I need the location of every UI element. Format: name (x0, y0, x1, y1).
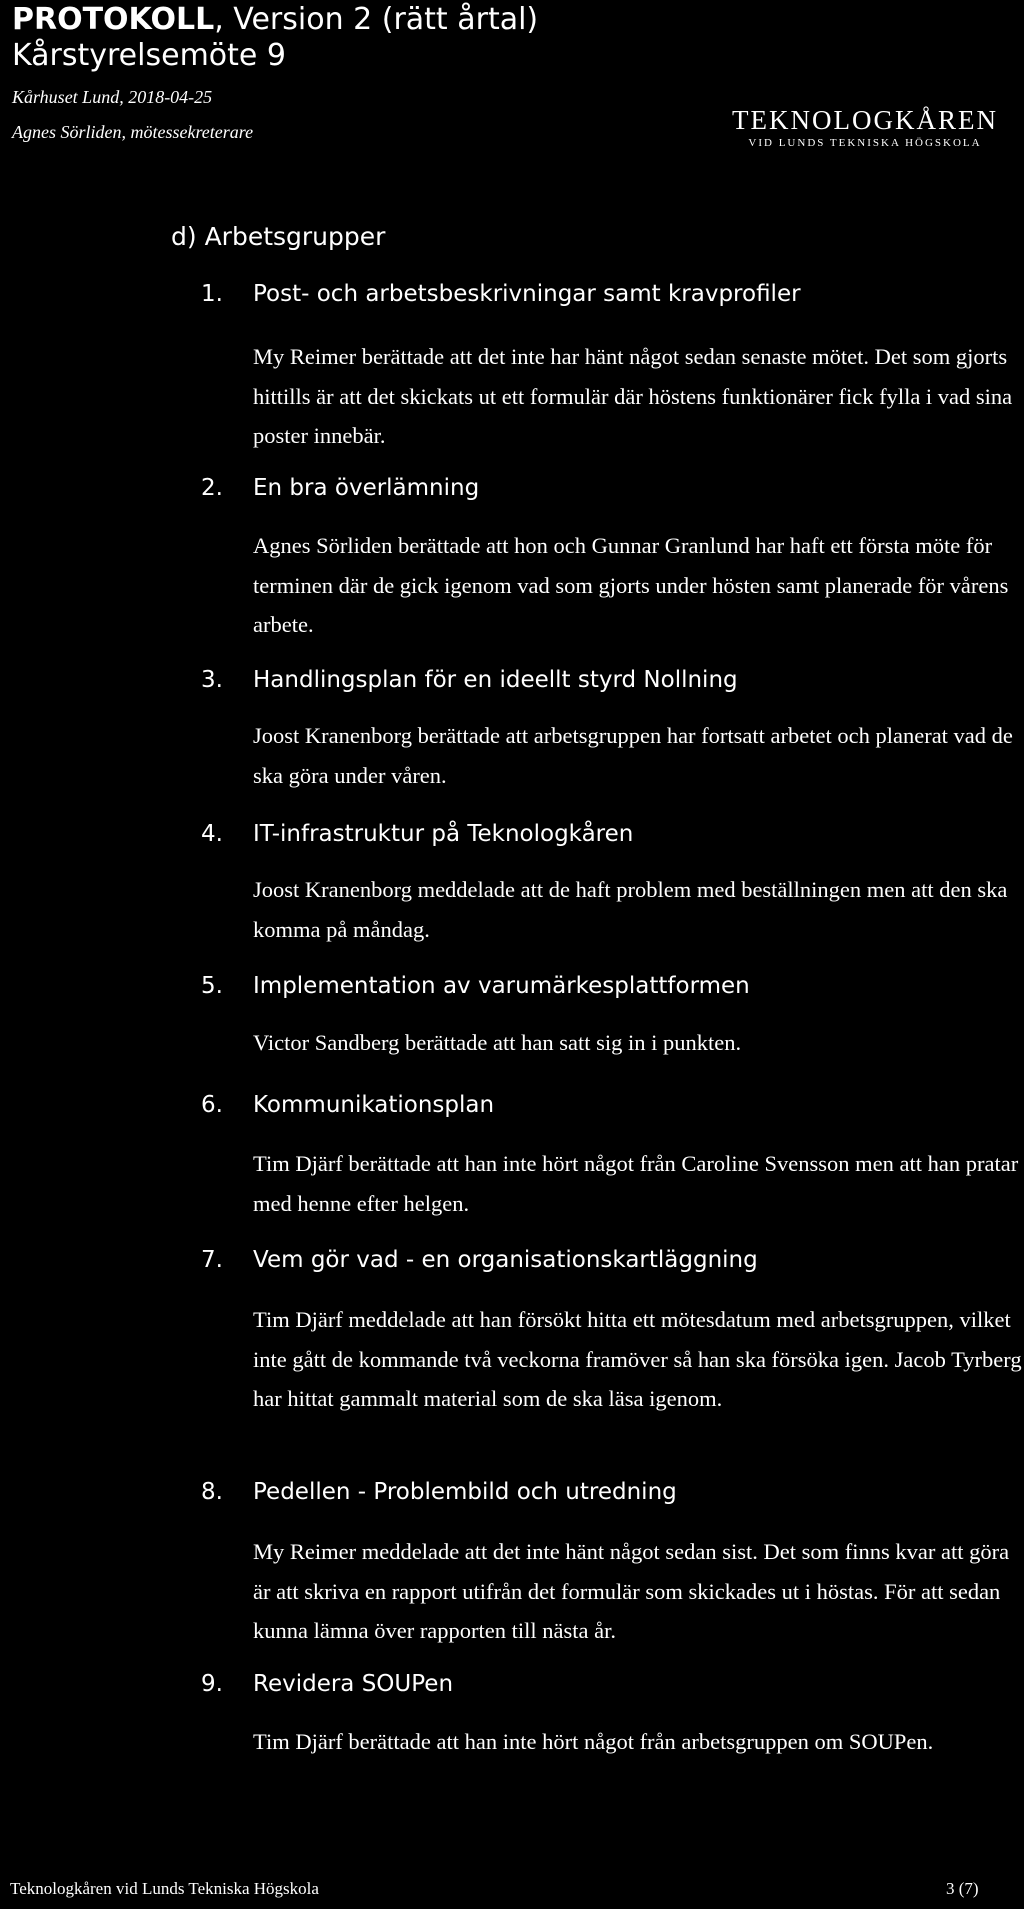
meeting-place-date: Kårhuset Lund, 2018-04-25 (12, 87, 213, 107)
agenda-item-number: 3. (201, 667, 223, 693)
agenda-item-number: 8. (201, 1479, 223, 1505)
agenda-item-title: Handlingsplan för en ideellt styrd Nollning (253, 667, 738, 693)
agenda-item-number: 7. (201, 1247, 223, 1273)
document-subtitle: Kårstyrelsemöte 9 (12, 38, 286, 73)
section-heading: d) Arbetsgrupper (171, 222, 386, 251)
agenda-item-title: En bra överlämning (253, 475, 480, 501)
agenda-item-title: Kommunikationsplan (253, 1092, 495, 1118)
meeting-secretary: Agnes Sörliden, mötessekreterare (12, 122, 254, 142)
agenda-item-number: 6. (201, 1092, 223, 1118)
agenda-item-heading (201, 1670, 453, 1698)
agenda-item-text: Victor Sandberg berättade att han satt sig in i punkten. (253, 1030, 742, 1055)
document-title (12, 2, 538, 38)
agenda-item-text: Joost Kranenborg berättade att arbetsgruppen har fortsatt arbetet och planerat vad de ska göra under våren. (253, 723, 1013, 788)
agenda-item-number: 4. (201, 821, 223, 847)
document-title-protokoll: PROTOKOLL (12, 2, 215, 37)
agenda-item-text: Tim Djärf berättade att han inte hört något från Caroline Svensson men att han pratar med henne efter helgen. (253, 1151, 1019, 1216)
agenda-item-heading (201, 972, 750, 1000)
agenda-item-heading (201, 474, 479, 502)
org-logo-subtitle: VID LUNDS TEKNISKA HÖGSKOLA (748, 137, 982, 149)
agenda-item-heading (201, 280, 801, 308)
agenda-item-text: My Reimer meddelade att det inte hänt något sedan sist. Det som finns kvar att göra är att skriva en rapport utifrån det formulär som skickades ut i höstas. För att sedan kunna lämna över rapporten till nästa år. (253, 1539, 1010, 1643)
agenda-item-number: 1. (201, 281, 223, 307)
agenda-item-number: 9. (201, 1671, 223, 1697)
agenda-item-text: Joost Kranenborg meddelade att de haft problem med beställningen men att den ska komma på måndag. (253, 877, 1008, 942)
agenda-item-heading (201, 666, 738, 694)
agenda-item-text: Tim Djärf berättade att han inte hört något från arbetsgruppen om SOUPen. (253, 1729, 934, 1754)
document-title-version: , Version 2 (rätt årtal) (214, 2, 539, 37)
agenda-item-title: Post- och arbetsbeskrivningar samt kravprofiler (253, 281, 801, 307)
agenda-item-title: Implementation av varumärkesplattformen (253, 973, 750, 999)
agenda-item-heading (201, 1478, 677, 1506)
agenda-item-title: Vem gör vad - en organisationskartläggning (253, 1247, 758, 1273)
agenda-item-title: Pedellen - Problembild och utredning (253, 1479, 677, 1505)
agenda-item-text: Tim Djärf meddelade att han försökt hitta ett mötesdatum med arbetsgruppen, vilket inte gått de kommande två veckorna framöver så han ska försöka igen. Jacob Tyrberg har hittat gammalt material som de ska läsa igenom. (253, 1307, 1022, 1411)
agenda-item-title: IT-infrastruktur på Teknologkåren (253, 821, 634, 847)
agenda-item-text: My Reimer berättade att det inte har hänt något sedan senaste mötet. Det som gjorts hittills är att det skickats ut ett formulär där höstens funktionärer fick fylla i vad sina poster innebär. (253, 344, 1013, 448)
agenda-item-number: 5. (201, 973, 223, 999)
agenda-item-number: 2. (201, 475, 223, 501)
footer-page-number: 3 (7) (946, 1879, 979, 1898)
footer-organization: Teknologkåren vid Lunds Tekniska Högskola (10, 1879, 319, 1898)
agenda-item-heading (201, 820, 633, 848)
agenda-item-title: Revidera SOUPen (253, 1671, 454, 1697)
agenda-item-heading (201, 1091, 494, 1119)
org-logo-name: TEKNOLOGKÅREN (732, 105, 998, 135)
agenda-item-text: Agnes Sörliden berättade att hon och Gunnar Granlund har haft ett första möte för terminen där de gick igenom vad som gjorts under hösten samt planerade för vårens arbete. (253, 533, 1009, 637)
agenda-item-heading (201, 1246, 758, 1274)
